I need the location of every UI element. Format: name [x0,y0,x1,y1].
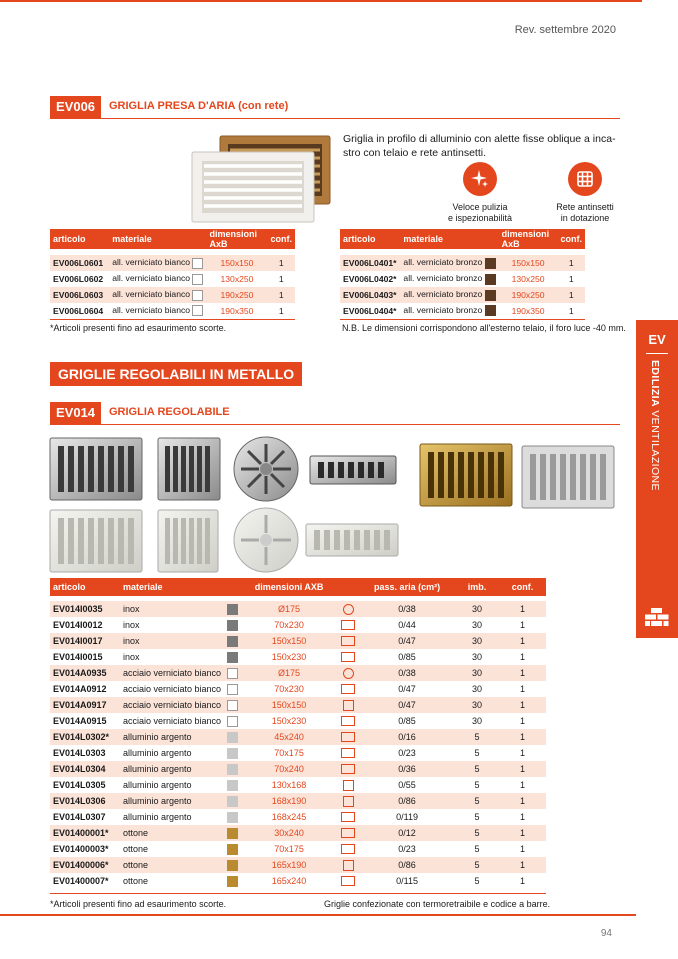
color-swatch [227,652,238,663]
ev006-note-right: N.B. Le dimensioni corrispondono all'esterno telaio, il foro luce -40 mm. [342,323,626,333]
circle-shape-icon [343,668,354,679]
col-articolo: articolo [340,229,400,249]
table-row: EV006L0601 all. verniciato bianco 150x150 1 [50,255,295,271]
section-banner: GRIGLIE REGOLABILI IN METALLO [50,362,302,386]
row-conf: 1 [499,729,546,745]
row-dimension: 70x175 [274,844,304,854]
row-dimension: 130x168 [271,780,307,790]
row-conf: 1 [499,857,546,873]
ev014-note-right: Griglie confezionate con termoretraibile e codice a barre. [324,899,551,909]
sparkle-icon [463,162,497,196]
grille-white-square-2 [158,510,218,572]
rect-shape-icon [341,620,355,630]
row-material: alluminio argento [120,793,224,809]
table-row: EV006L0604 all. verniciato bianco 190x350 1 [50,303,295,319]
rect-shape-icon [341,748,355,758]
rect-shape-icon [341,844,355,854]
color-swatch [227,684,238,695]
row-air: 0/47 [359,697,455,713]
ev006-code-badge: EV006 [50,96,101,118]
row-imb: 5 [455,825,499,841]
row-material: alluminio argento [123,748,192,758]
ev014-code-badge: EV014 [50,402,101,424]
row-code: EV014A0912 [53,684,107,694]
col-materiale: materiale [109,229,206,249]
rect-shape-icon [341,828,355,838]
rect-shape-icon [341,716,355,726]
row-code: EV014L0303 [53,748,106,758]
side-tab-label: EDILIZIA VENTILAZIONE [649,360,661,491]
row-material: alluminio argento [123,812,192,822]
table-row [50,713,546,729]
table-row [50,809,546,825]
color-swatch [485,258,496,269]
ev014-table [50,578,546,889]
row-air: 0/47 [359,633,455,649]
color-swatch [227,748,238,759]
table-row [50,745,546,761]
table-row: EV006L0403* all. verniciato bronzo 190x250 1 [340,287,585,303]
color-swatch [485,290,496,301]
row-code: EV01400001* [50,825,120,841]
row-code: EV014I0012 [53,620,103,630]
revision-date: Rev. settembre 2020 [514,24,616,36]
color-swatch [227,604,238,615]
col-imb: imb. [455,578,499,596]
square-shape-icon [343,700,354,711]
row-imb: 5 [455,793,499,809]
color-swatch [227,796,238,807]
row-air: 0/85 [398,652,416,662]
row-imb: 30 [472,652,483,662]
row-imb: 5 [455,729,499,745]
row-imb: 30 [455,697,499,713]
row-material: inox [123,620,140,630]
row-conf: 1 [520,876,526,886]
ev014-product-images [48,434,618,574]
row-dimension: 168x190 [241,793,337,809]
row-conf: 1 [520,652,526,662]
rect-shape-icon [341,812,355,822]
row-air: 0/36 [359,761,455,777]
row-air: 0/12 [359,825,455,841]
color-swatch [227,828,238,839]
grille-brass-square [420,444,512,506]
rect-shape-icon [341,684,355,694]
table-row [50,729,546,745]
row-material: acciaio verniciato bianco [123,684,222,694]
table-row [50,633,546,649]
color-swatch [227,636,238,647]
row-material: ottone [123,844,149,854]
row-imb: 5 [474,844,480,854]
row-conf: 1 [499,697,546,713]
row-imb: 30 [472,716,483,726]
color-swatch [485,305,496,316]
row-code: EV01400006* [50,857,120,873]
table-row: EV006L0404* all. verniciato bronzo 190x350 1 [340,303,585,319]
row-air: 0/23 [398,844,416,854]
color-swatch [227,812,238,823]
row-code: EV014A0915 [53,716,107,726]
color-swatch [227,764,238,775]
row-imb: 5 [474,748,480,758]
row-conf: 1 [520,716,526,726]
color-swatch [227,844,238,855]
row-air: 0/47 [398,684,416,694]
ev006-description: Griglia in profilo di alluminio con alette fisse oblique a inca- stro con telaio e rete antinsetti. [343,133,616,159]
row-dimension: 150x230 [271,716,307,726]
rect-shape-icon [341,636,355,646]
feature-mesh [545,162,625,224]
page-number: 94 [600,928,612,939]
row-material: inox [123,652,140,662]
row-imb: 5 [474,876,480,886]
col-materiale: materiale [120,578,224,596]
row-code: EV014I0017 [50,633,120,649]
square-shape-icon [343,780,354,791]
table-row [50,841,546,857]
table-row: EV006L0602 all. verniciato bianco 130x250 1 [53,273,284,284]
ev006-title: GRIGLIA PRESA D'ARIA (con rete) [109,100,289,112]
row-imb: 5 [455,857,499,873]
grille-white-round [234,508,298,572]
ev014-note-left: *Articoli presenti fino ad esaurimento scorte. [50,899,227,909]
row-material: inox [120,633,224,649]
col-conf: conf. [558,229,586,249]
ev006-table-left [50,229,295,320]
table-row [50,873,546,889]
grille-inox-rect [310,456,396,484]
col-dimensioni: dimensioni AXB [241,578,337,596]
color-swatch [192,290,203,301]
color-swatch [227,716,238,727]
row-air: 0/38 [359,601,455,617]
row-air: 0/85 [398,716,416,726]
col-materiale: materiale [400,229,498,249]
table-row [50,601,546,617]
col-conf: conf. [268,229,296,249]
color-swatch [227,700,238,711]
table-row [50,617,546,633]
row-conf: 1 [520,620,526,630]
row-code: EV014I0015 [53,652,103,662]
rect-shape-icon [341,876,355,886]
row-code: EV014L0305 [53,780,106,790]
grille-inox-square [50,438,142,500]
row-code: EV01400007* [53,876,109,886]
row-dimension: 165x240 [271,876,307,886]
table-row: EV006L0402* all. verniciato bronzo 130x250 1 [343,273,574,284]
ev006-note-left: *Articoli presenti fino ad esaurimento scorte. [50,323,227,333]
row-air: 0/119 [396,812,418,822]
row-air: 0/115 [396,876,418,886]
table-row [50,697,546,713]
row-conf: 1 [499,601,546,617]
row-imb: 5 [474,780,480,790]
row-imb: 5 [455,761,499,777]
color-swatch [485,274,496,285]
row-material: acciaio verniciato bianco [120,697,224,713]
square-shape-icon [343,796,354,807]
row-imb: 30 [455,633,499,649]
side-category-tab [636,320,678,638]
row-air: 0/44 [398,620,416,630]
ev006-underline [50,118,620,119]
row-conf: 1 [499,761,546,777]
rect-shape-icon [341,732,355,742]
row-dimension: 70x175 [274,748,304,758]
row-material: alluminio argento [123,780,192,790]
ev006-table-right [340,229,585,320]
row-conf: 1 [499,793,546,809]
color-swatch [192,274,203,285]
mesh-icon [568,162,602,196]
row-conf: 1 [520,844,526,854]
col-dimensioni: dimensioni AxB [206,229,267,249]
color-swatch [192,305,203,316]
table-row [50,649,546,665]
ev006-product-image [190,134,332,224]
color-swatch [227,876,238,887]
bricks-icon [645,608,669,631]
color-swatch [227,620,238,631]
row-conf: 1 [520,684,526,694]
table-row: EV006L0603 all. verniciato bianco 190x250 1 [50,287,295,303]
feature-label: Veloce pulizia e ispezionabilità [447,202,513,223]
row-dimension: 150x150 [241,697,337,713]
grille-silver-square [522,446,614,508]
row-material: acciaio verniciato bianco [120,665,224,681]
color-swatch [227,860,238,871]
ev014-title: GRIGLIA REGOLABILE [109,406,230,418]
row-dimension: 70x230 [274,684,304,694]
grille-inox-round [234,437,298,501]
row-dimension: 70x230 [274,620,304,630]
color-swatch [227,780,238,791]
table-row [50,761,546,777]
table-row [50,793,546,809]
ev014-underline [50,424,620,425]
row-conf: 1 [499,665,546,681]
row-imb: 30 [472,684,483,694]
grille-white-square [50,510,142,572]
row-code: EV014L0306 [50,793,120,809]
col-articolo: articolo [50,578,120,596]
row-air: 0/38 [359,665,455,681]
row-material: inox [120,601,224,617]
grille-inox-square-2 [158,438,220,500]
row-imb: 5 [474,812,480,822]
row-material: ottone [123,876,149,886]
table-row [50,665,546,681]
row-air: 0/86 [359,857,455,873]
ev014-table-bottom-rule [50,893,546,894]
row-air: 0/16 [359,729,455,745]
row-code: EV014A0917 [50,697,120,713]
row-material: alluminio argento [120,729,224,745]
square-shape-icon [343,860,354,871]
row-code: EV014L0304 [50,761,120,777]
top-rule [0,0,642,2]
row-air: 0/23 [398,748,416,758]
table-row: EV006L0401* all. verniciato bronzo 150x150 1 [340,255,585,271]
row-imb: 30 [455,601,499,617]
row-dimension: 165x190 [241,857,337,873]
color-swatch [227,732,238,743]
row-conf: 1 [520,780,526,790]
row-code: EV01400003* [53,844,109,854]
row-code: EV014L0302* [50,729,120,745]
rect-shape-icon [341,764,355,774]
row-code: EV014I0035 [50,601,120,617]
col-pass-aria: pass. aria (cm²) [359,578,455,596]
table-row [50,825,546,841]
row-conf: 1 [499,633,546,649]
row-dimension: 70x240 [241,761,337,777]
row-dimension: 30x240 [241,825,337,841]
table-row [50,777,546,793]
color-swatch [227,668,238,679]
table-row [50,857,546,873]
col-dimensioni: dimensioni AxB [499,229,558,249]
row-air: 0/86 [359,793,455,809]
row-dimension: 150x150 [241,633,337,649]
col-articolo: articolo [50,229,109,249]
row-conf: 1 [520,812,526,822]
color-swatch [192,258,203,269]
side-tab-code: EV [648,332,666,347]
row-dimension: 150x230 [271,652,307,662]
row-dimension: 168x245 [271,812,307,822]
row-material: alluminio argento [120,761,224,777]
row-conf: 1 [499,825,546,841]
rect-shape-icon [341,652,355,662]
row-material: ottone [120,857,224,873]
row-imb: 30 [472,620,483,630]
row-air: 0/55 [398,780,416,790]
row-conf: 1 [520,748,526,758]
col-conf: conf. [499,578,546,596]
table-row [50,681,546,697]
grille-white-rect [306,524,398,556]
row-material: ottone [120,825,224,841]
row-imb: 30 [455,665,499,681]
row-dimension: Ø175 [241,665,337,681]
circle-shape-icon [343,604,354,615]
row-code: EV014A0935 [50,665,120,681]
row-dimension: 45x240 [241,729,337,745]
row-dimension: Ø175 [241,601,337,617]
row-code: EV014L0307 [53,812,106,822]
feature-label: Rete antinsetti in dotazione [556,202,614,223]
feature-quick-clean [440,162,520,224]
bottom-rule [0,914,636,916]
row-material: acciaio verniciato bianco [123,716,222,726]
